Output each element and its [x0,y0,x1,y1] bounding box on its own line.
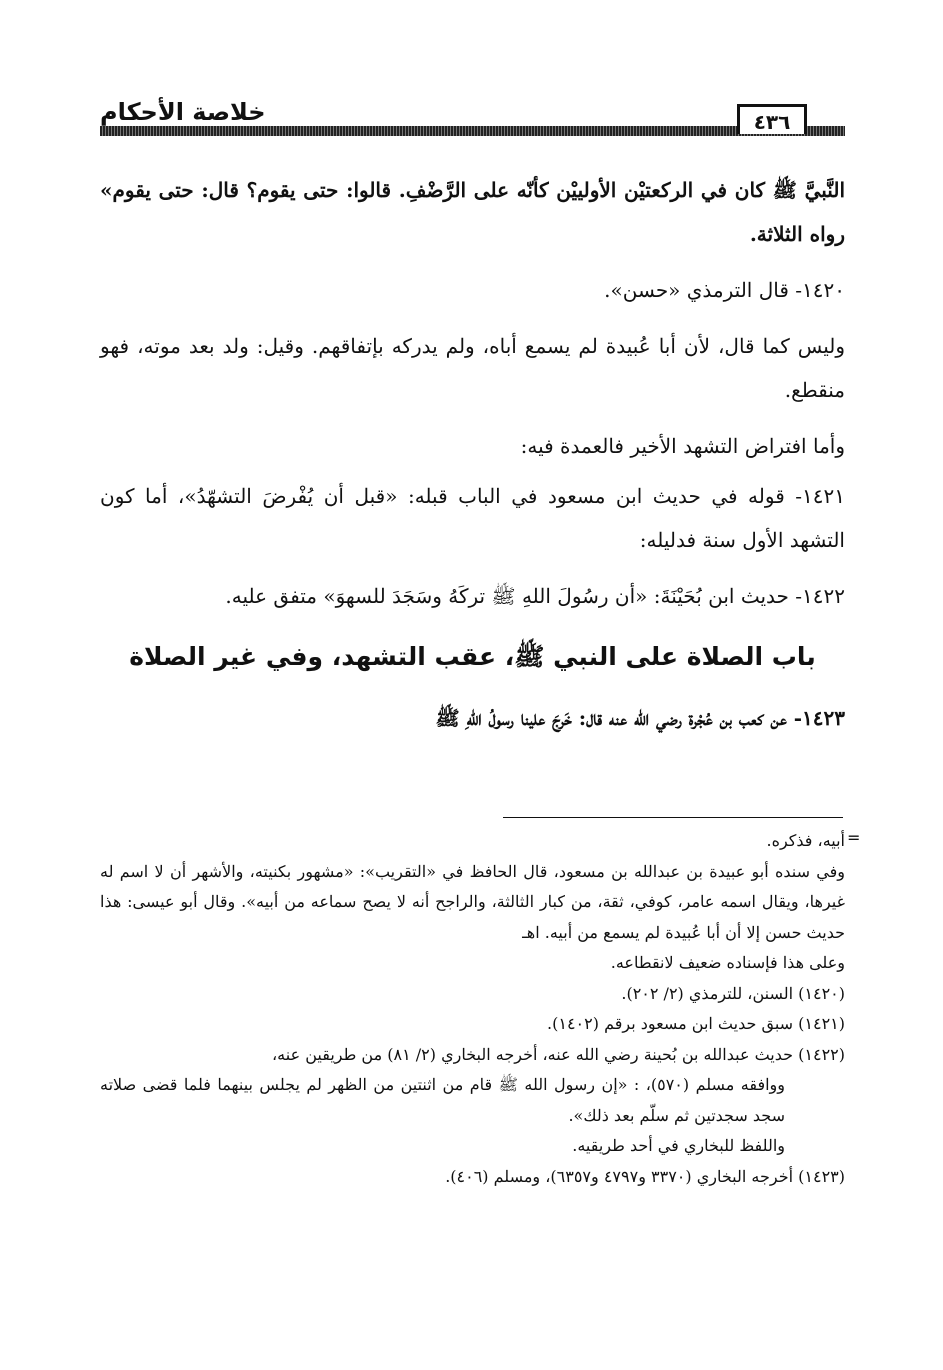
footnote-line: أبيه، فذكره. [766,831,845,850]
paragraph-commentary: وليس كما قال، لأن أبا عُبيدة لم يسمع أباه، ولم يدركه بإتفاقهم. وقيل: ولد بعد موته، فهو منقطع. [100,334,845,402]
paragraph-1421: ١٤٢١- قوله في حديث ابن مسعود في الباب قبله: «قبل أن يُفْرضَ التشهّدُ»، أما كون التشهد الأول سنة فدليله: [100,484,845,552]
paragraph-1423: ١٤٢٣- عن كعب بن عُجْرة رضي الله عنه قال: خَرجَ علينا رسولُ اللهِ ﷺ [435,706,845,730]
page-header [100,96,845,146]
footnote-1422: (١٤٢٢) حديث عبدالله بن بُحينة رضي الله عنه، أخرجه البخاري (٢/ ٨١) من طريقين عنه، [272,1044,845,1064]
footnote-continuation-mark: = [847,828,861,847]
page-number: ٤٣٦ [737,104,807,134]
footnote-divider [503,817,843,818]
footnote-1422-continued: ووافقه مسلم (٥٧٠)، : «إن رسول الله ﷺ قام من اثنتين من الظهر لم يجلس بينهما فلما قضى صلاته سجد سجدتين ثم سلّم بعد ذلك». [100,1075,786,1125]
paragraph-1422: ١٤٢٢- حديث ابن بُحَيْنَةَ: «أن رسُولَ اللهِ ﷺ تركَهُ وسَجَدَ للسهوَ» متفق عليه. [225,584,845,608]
footnote-line: وفي سنده أبو عبيدة بن عبدالله بن مسعود، قال الحافظ في «التقريب»: «مشهور بكنيته، والأشهر أن لا اسم له غيرها، ويقال اسمه عامر، كوفي، ثقة، من كبار الثالثة، والراجح أنه لا يصح سماعه من أبيه». وقال أبو عيسى: هذا حديث حسن إلا أن أبا عُبيدة لم يسمع من أبيه. اهـ [100,861,845,942]
footnote-1421: (١٤٢١) سبق حديث ابن مسعود برقم (١٤٠٢). [547,1014,845,1033]
chapter-title: باب الصلاة على النبي ﷺ، عقب التشهد، وفي غير الصلاة [129,642,816,671]
footnote-1423: (١٤٢٣) أخرجه البخاري (٣٣٧٠ و٤٧٩٧ و٦٣٥٧)، ومسلم (٤٠٦). [445,1166,845,1186]
main-text [100,168,845,752]
paragraph-intro: وأما افتراض التشهد الأخير فالعمدة فيه: [520,434,845,458]
header-rule [100,126,845,136]
paragraph-hadith-continuation: النَّبيَّ ﷺ كان في الركعتيْن الأولييْن كأنّه على الرَّضْفِ. قالوا: حتى يقوم؟ قال: حتى يقوم» رواه الثلاثة. [100,178,845,246]
footnote-1420: (١٤٢٠) السنن، للترمذي (٢/ ٢٠٢). [621,983,845,1003]
paragraph-1420: ١٤٢٠- قال الترمذي «حسن». [604,278,845,302]
footnotes [100,826,845,1192]
running-title: خلاصة الأحكام [100,98,266,126]
footnote-line: وعلى هذا فإسناده ضعيف لانقطاعه. [610,953,845,972]
footnote-1422-note: واللفظ للبخاري في أحد طريقيه. [572,1136,785,1155]
